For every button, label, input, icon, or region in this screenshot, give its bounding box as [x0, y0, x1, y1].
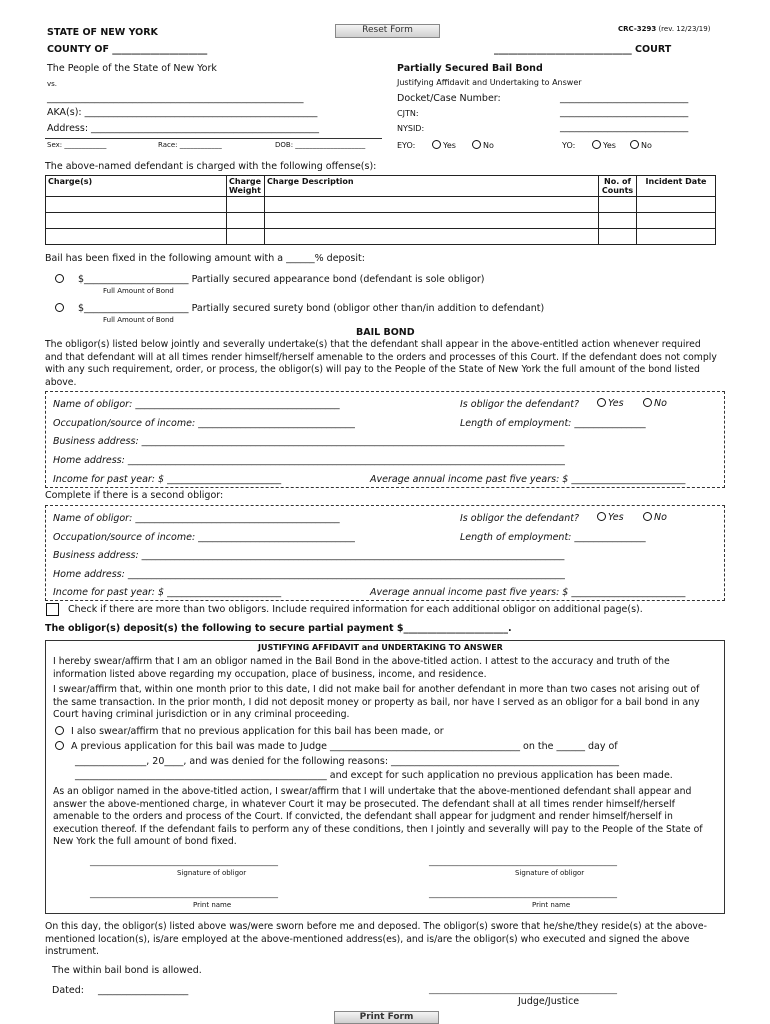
charges-table — [45, 175, 716, 245]
form-number — [618, 25, 710, 33]
obligor-1-income[interactable]: Income for past year: $ ________________________ — [53, 474, 282, 485]
people-label: The People of the State of New York — [47, 63, 217, 74]
obligor-2-is-defendant: Is obligor the defendant? — [460, 513, 579, 524]
obligor-1-is-defendant: Is obligor the defendant? — [460, 399, 579, 410]
obligor-1-name[interactable]: Name of obligor: ___________________________________________ — [53, 399, 340, 410]
no-previous-application-label: I also swear/affirm that no previous application for this bail has been made, or — [71, 726, 444, 737]
cell[interactable] — [265, 229, 599, 245]
signature-line-2[interactable]: _______________________________________________ — [429, 857, 617, 866]
form-subtitle: Justifying Affidavit and Undertaking to Answer — [397, 78, 582, 87]
obligor-1-occupation[interactable]: Occupation/source of income: _________________________________ — [53, 418, 355, 429]
bail-bond-text: The obligor(s) listed below jointly and severally undertake(s) that the defendant shall appear in the above-entitled action whenever required and that defendant will at all times render himself/herself amenable to the orders and processes of this Court. If the defendant does not comply with any such requirement, order, or process, the obligor(s) will pay to the People of the State of New York the full amount of the bond listed above. — [45, 339, 717, 388]
eyo-no-radio[interactable] — [472, 140, 494, 150]
sex-field[interactable]: Sex: ____________ — [47, 141, 107, 149]
obligor-2-yes-radio[interactable] — [597, 512, 624, 523]
obligor-1-business[interactable]: Business address: _________________________________________________________________________________________ — [53, 436, 565, 447]
second-obligor-label: Complete if there is a second obligor: — [45, 490, 224, 501]
caption-divider — [45, 138, 382, 139]
cell[interactable] — [46, 213, 227, 229]
cell[interactable] — [265, 213, 599, 229]
no-label: No — [654, 398, 667, 409]
eyo-label: EYO: — [397, 141, 416, 150]
cell[interactable] — [227, 197, 265, 213]
table-header-row — [46, 176, 716, 197]
dated-field[interactable]: ___________________ — [98, 985, 189, 996]
nysid-field[interactable]: ___________________________ — [560, 122, 689, 133]
yo-label: YO: — [562, 141, 576, 150]
table-row[interactable] — [46, 197, 716, 213]
dated-label: Dated: — [52, 985, 84, 996]
obligor-2-avg-income[interactable]: Average annual income past five years: $ ________________________ — [370, 587, 686, 598]
cell[interactable] — [599, 197, 637, 213]
obligor-2-name[interactable]: Name of obligor: ___________________________________________ — [53, 513, 340, 524]
radio-icon — [55, 726, 64, 735]
print-name-line-2[interactable]: _______________________________________________ — [429, 889, 617, 898]
state-label: STATE OF NEW YORK — [47, 27, 158, 38]
radio-icon — [597, 512, 606, 521]
deposit-field[interactable]: The obligor(s) deposit(s) the following to secure partial payment $______________________. — [45, 623, 512, 634]
obligor-1-length[interactable]: Length of employment: _______________ — [460, 418, 646, 429]
cell[interactable] — [46, 197, 227, 213]
cjtn-field[interactable]: ___________________________ — [560, 107, 689, 118]
aka-field[interactable]: AKA(s): _________________________________________________ — [47, 107, 318, 118]
radio-icon — [55, 741, 64, 750]
form-title: Partially Secured Bail Bond — [397, 63, 543, 74]
obligor-1-home[interactable]: Home address: ____________________________________________________________________________________________ — [53, 455, 565, 466]
more-obligors-checkbox[interactable] — [46, 603, 59, 616]
county-field[interactable]: COUNTY OF ____________________ — [47, 44, 208, 55]
radio-icon — [432, 140, 441, 149]
surety-bond-option[interactable] — [55, 303, 544, 314]
obligor-2-no-radio[interactable] — [643, 512, 667, 523]
yo-yes-label: Yes — [603, 141, 616, 150]
appearance-bond-label: $______________________ Partially secured appearance bond (defendant is sole obligor) — [78, 274, 485, 285]
radio-icon — [55, 303, 64, 312]
surety-bond-label: $______________________ Partially secured surety bond (obligor other than/in addition to defendant) — [78, 303, 545, 314]
radio-icon — [597, 398, 606, 407]
radio-icon — [643, 512, 652, 521]
docket-field[interactable]: ___________________________ — [560, 93, 689, 104]
obligor-1-no-radio[interactable] — [643, 398, 667, 409]
race-field[interactable]: Race: ____________ — [158, 141, 222, 149]
reset-form-button[interactable]: Reset Form — [335, 24, 440, 38]
header-charges: Charge(s) — [46, 176, 227, 197]
vs-label: vs. — [47, 80, 58, 88]
print-name-line-1[interactable]: _______________________________________________ — [90, 889, 278, 898]
eyo-yes-radio[interactable] — [432, 140, 456, 150]
yo-yes-radio[interactable] — [592, 140, 616, 150]
table-row[interactable] — [46, 229, 716, 245]
obligor-2-income[interactable]: Income for past year: $ ________________________ — [53, 587, 282, 598]
affidavit-paragraph-1: I hereby swear/affirm that I am an obligor named in the Bail Bond in the above-titled action. I attest to the accuracy and truth of the information listed above regarding my occupation, place of business, income, and residence. — [53, 656, 670, 680]
signature-label-1: Signature of obligor — [177, 869, 247, 877]
address-field[interactable]: Address: ________________________________________________ — [47, 123, 320, 134]
previous-application-option[interactable] — [55, 741, 618, 752]
header-incident-date: Incident Date — [637, 176, 716, 197]
obligor-2-home[interactable]: Home address: ____________________________________________________________________________________________ — [53, 569, 565, 580]
denial-reasons-field[interactable]: _______________, 20____, and was denied for the following reasons: ________________________________________________ — [75, 756, 620, 767]
no-label: No — [654, 512, 667, 523]
eyo-yes-label: Yes — [443, 141, 456, 150]
judge-signature-line[interactable]: _______________________________________________ — [429, 985, 617, 994]
appearance-bond-option[interactable] — [55, 274, 485, 285]
form-code: CRC-3293 — [618, 25, 657, 33]
dob-field[interactable]: DOB: ____________________ — [275, 141, 366, 149]
cell[interactable] — [227, 229, 265, 245]
yo-no-label: No — [641, 141, 652, 150]
obligor-2-length[interactable]: Length of employment: _______________ — [460, 532, 646, 543]
nysid-label: NYSID: — [397, 124, 425, 133]
docket-label: Docket/Case Number: — [397, 93, 501, 104]
cjtn-label: CJTN: — [397, 109, 419, 118]
affidavit-heading: JUSTIFYING AFFIDAVIT and UNDERTAKING TO ANSWER — [258, 643, 503, 652]
affidavit-paragraph-2: I swear/affirm that, within one month prior to this date, I did not make bail for another defendant in more than two cases not arising out of the same transaction. In the prior month, I did not deposit money or property as bail, nor have I served as an obligor for a bail bond in any Court having criminal jurisdiction or in any criminal proceeding. — [53, 684, 700, 721]
header-counts: No. of Counts — [599, 176, 637, 197]
bail-fixed-text: Bail has been fixed in the following amount with a ______% deposit: — [45, 253, 365, 264]
cell[interactable] — [637, 213, 716, 229]
previous-application-line[interactable]: _____________________________________________________ and except for such application no previous application has been made. — [75, 770, 673, 781]
full-amount-label: Full Amount of Bond — [103, 316, 174, 324]
radio-icon — [643, 398, 652, 407]
cell[interactable] — [599, 213, 637, 229]
cell[interactable] — [265, 197, 599, 213]
radio-icon — [592, 140, 601, 149]
bail-allowed-text: The within bail bond is allowed. — [52, 965, 202, 976]
obligor-1-yes-radio[interactable] — [597, 398, 624, 409]
radio-icon — [55, 274, 64, 283]
cell[interactable] — [46, 229, 227, 245]
yo-no-radio[interactable] — [630, 140, 652, 150]
header-charge-description: Charge Description — [265, 176, 599, 197]
cell[interactable] — [599, 229, 637, 245]
signature-label-2: Signature of obligor — [515, 869, 585, 877]
court-field[interactable]: _____________________________ COURT — [494, 44, 672, 55]
table-row[interactable] — [46, 213, 716, 229]
defendant-name-field[interactable]: ______________________________________________________ — [47, 93, 304, 104]
no-previous-application-option[interactable] — [55, 726, 444, 737]
sworn-statement: On this day, the obligor(s) listed above was/were sworn before me and deposed. The obligor(s) swore that he/she/they reside(s) at the above-mentioned location(s), is/are employed at the above-mentioned address(es), and is/are the obligor(s) who executed and signed the above instrument. — [45, 921, 707, 958]
obligor-1-avg-income[interactable]: Average annual income past five years: $ ________________________ — [370, 474, 686, 485]
cell[interactable] — [227, 213, 265, 229]
print-name-label-2: Print name — [532, 901, 571, 909]
cell[interactable] — [637, 197, 716, 213]
cell[interactable] — [637, 229, 716, 245]
yes-label: Yes — [608, 512, 624, 523]
eyo-no-label: No — [483, 141, 494, 150]
radio-icon — [630, 140, 639, 149]
affidavit-paragraph-3: As an obligor named in the above-titled action, I swear/affirm that I will undertake that the above-mentioned defendant shall appear and answer the above-mentioned charge, in whatever Court it may be prosecuted. The defendant shall at all times render himself/herself amenable to the orders and process of the Court. If convicted, the defendant shall appear for judgment and render himself/herself in execution thereof. If the defendant fails to perform any of these conditions, then I jointly and severally will pay to the People of the State of New York the full amount of bond fixed. — [53, 786, 703, 848]
print-name-label-1: Print name — [193, 901, 232, 909]
full-amount-label: Full Amount of Bond — [103, 287, 174, 295]
obligor-2-business[interactable]: Business address: _________________________________________________________________________________________ — [53, 550, 565, 561]
radio-icon — [472, 140, 481, 149]
form-revision: (rev. 12/23/19) — [658, 25, 711, 33]
obligor-2-occupation[interactable]: Occupation/source of income: _________________________________ — [53, 532, 355, 543]
more-obligors-label: Check if there are more than two obligors. Include required information for each additional obligor on additional page(s). — [68, 604, 643, 615]
header-charge-weight: Charge Weight — [227, 176, 265, 197]
yes-label: Yes — [608, 398, 624, 409]
signature-line-1[interactable]: _______________________________________________ — [90, 857, 278, 866]
previous-application-label: A previous application for this bail was made to Judge ________________________________________ on the ______ day of — [71, 741, 618, 752]
charges-intro: The above-named defendant is charged with the following offense(s): — [45, 161, 377, 172]
bail-bond-heading: BAIL BOND — [356, 327, 415, 338]
print-form-button[interactable]: Print Form — [334, 1011, 439, 1024]
judge-label: Judge/Justice — [518, 996, 580, 1007]
